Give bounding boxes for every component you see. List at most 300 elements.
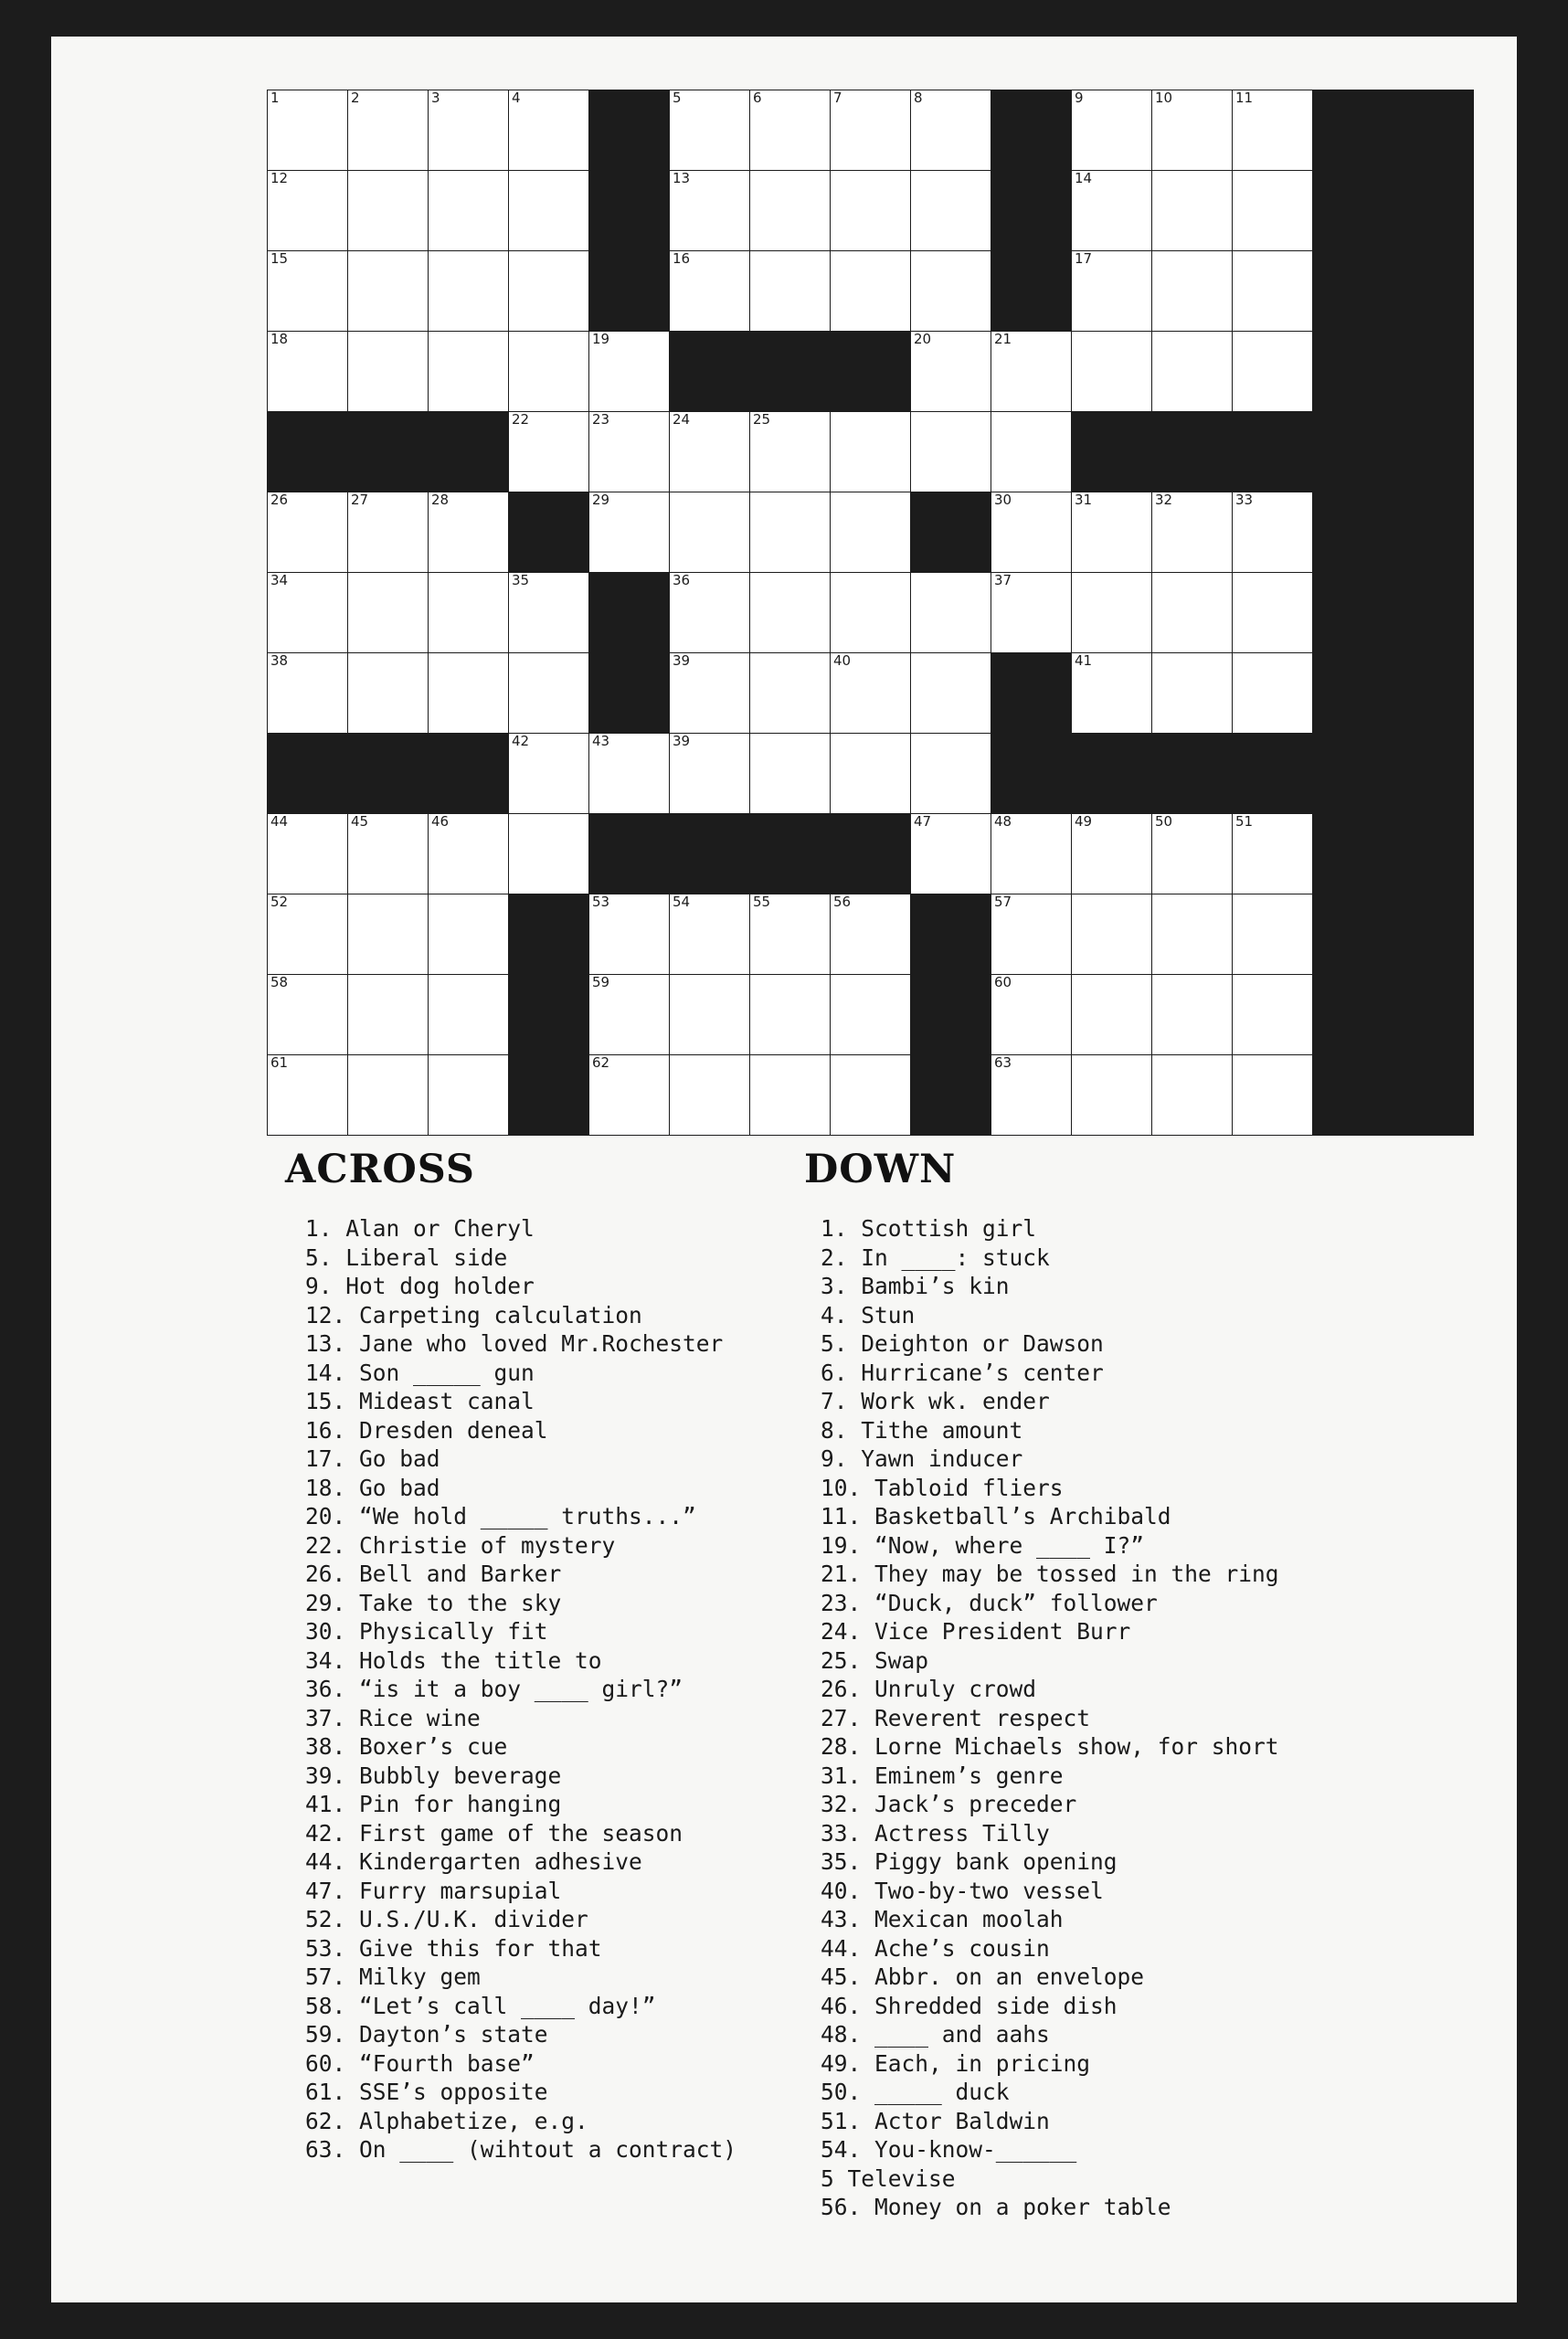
grid-cell[interactable] <box>589 734 670 814</box>
grid-row <box>268 90 1474 171</box>
grid-cell[interactable] <box>750 894 831 975</box>
across-clue-item[interactable]: 53. Give this for that <box>305 1934 602 1962</box>
down-clue-item[interactable]: 45. Abbr. on an envelope <box>821 1963 1145 1990</box>
grid-cell[interactable] <box>348 653 429 734</box>
grid-cell[interactable] <box>1152 894 1233 975</box>
down-clue-item[interactable]: 11. Basketball’s Archibald <box>821 1503 1171 1529</box>
crossword-grid[interactable] <box>267 90 1474 1136</box>
grid-cell[interactable] <box>750 492 831 573</box>
grid-cell[interactable] <box>911 90 991 171</box>
grid-cell[interactable] <box>1072 492 1152 573</box>
grid-cell[interactable] <box>1152 251 1233 332</box>
grid-cell-number: 13 <box>673 170 691 186</box>
across-clue-item[interactable]: 52. U.S./U.K. divider <box>305 1906 588 1932</box>
down-clue-item[interactable]: 51. Actor Baldwin <box>821 2107 1050 2134</box>
grid-cell-block <box>1313 492 1393 573</box>
across-clue-list <box>285 1214 797 2164</box>
grid-cell-number: 48 <box>994 813 1012 830</box>
grid-cell[interactable] <box>429 573 509 653</box>
grid-cell[interactable] <box>268 573 348 653</box>
grid-cell[interactable] <box>831 1055 911 1136</box>
down-clue-item[interactable]: 27. Reverent respect <box>821 1704 1091 1731</box>
grid-cell[interactable] <box>991 1055 1072 1136</box>
grid-cell[interactable] <box>670 1055 750 1136</box>
grid-cell[interactable] <box>1233 894 1313 975</box>
down-clue-item[interactable]: 31. Eminem’s genre <box>821 1762 1064 1789</box>
grid-cell[interactable] <box>429 251 509 332</box>
grid-cell[interactable] <box>831 251 911 332</box>
grid-cell[interactable] <box>268 492 348 573</box>
down-column <box>782 1147 1330 2222</box>
grid-cell[interactable] <box>1233 90 1313 171</box>
grid-cell[interactable] <box>429 975 509 1055</box>
grid-cell[interactable] <box>1233 1055 1313 1136</box>
grid-cell[interactable] <box>831 90 911 171</box>
grid-cell[interactable] <box>589 412 670 492</box>
grid-cell[interactable] <box>1072 975 1152 1055</box>
down-clue-item[interactable]: 10. Tabloid fliers <box>821 1474 1064 1501</box>
down-clue-item[interactable]: 5. Deighton or Dawson <box>821 1330 1104 1357</box>
across-clue-item[interactable]: 29. Take to the sky <box>305 1589 562 1616</box>
grid-cell-number: 50 <box>1155 813 1173 830</box>
across-clue-item[interactable]: 63. On ____ (wihtout a contract) <box>305 2136 737 2163</box>
grid-cell-number: 8 <box>914 90 923 106</box>
grid-cell[interactable] <box>670 492 750 573</box>
grid-cell[interactable] <box>831 975 911 1055</box>
grid-cell-block <box>589 251 670 332</box>
grid-cell[interactable] <box>348 171 429 251</box>
grid-cell-number: 39 <box>673 652 691 669</box>
grid-cell-block <box>1393 492 1474 573</box>
grid-cell[interactable] <box>750 734 831 814</box>
across-clue-item[interactable]: 41. Pin for hanging <box>305 1791 562 1817</box>
grid-cell[interactable] <box>991 492 1072 573</box>
grid-cell-block <box>1233 412 1313 492</box>
grid-row <box>268 492 1474 573</box>
grid-cell[interactable] <box>429 653 509 734</box>
grid-cell[interactable] <box>1233 975 1313 1055</box>
grid-cell-block <box>1313 734 1393 814</box>
grid-cell[interactable] <box>1152 814 1233 894</box>
grid-cell-block <box>831 332 911 412</box>
across-clue-item[interactable]: 13. Jane who loved Mr.Rochester <box>305 1330 724 1357</box>
grid-cell[interactable] <box>670 412 750 492</box>
across-clue-item[interactable]: 47. Furry marsupial <box>305 1877 562 1904</box>
grid-cell-block <box>1393 332 1474 412</box>
down-clue-item[interactable]: 43. Mexican moolah <box>821 1906 1064 1932</box>
grid-cell-block <box>348 734 429 814</box>
down-clue-item[interactable]: 3. Bambi’s kin <box>821 1273 1010 1299</box>
grid-cell[interactable] <box>509 814 589 894</box>
grid-cell-number: 3 <box>431 90 440 106</box>
grid-cell[interactable] <box>831 573 911 653</box>
grid-cell-number: 47 <box>914 813 932 830</box>
grid-cell[interactable] <box>1152 171 1233 251</box>
grid-cell[interactable] <box>750 653 831 734</box>
grid-cell-block <box>1072 412 1152 492</box>
grid-cell-number: 49 <box>1075 813 1093 830</box>
across-clue-item[interactable]: 14. Son _____ gun <box>305 1359 535 1386</box>
grid-cell-block <box>1313 573 1393 653</box>
grid-cell-number: 14 <box>1075 170 1093 186</box>
grid-cell-block <box>1313 814 1393 894</box>
grid-cell[interactable] <box>589 332 670 412</box>
grid-row <box>268 1055 1474 1136</box>
grid-cell[interactable] <box>348 251 429 332</box>
grid-cell[interactable] <box>268 332 348 412</box>
across-clue-item[interactable]: 22. Christie of mystery <box>305 1531 616 1559</box>
grid-cell-number: 2 <box>351 90 360 106</box>
grid-cell[interactable] <box>348 1055 429 1136</box>
grid-cell[interactable] <box>509 332 589 412</box>
grid-cell-number: 56 <box>833 894 852 910</box>
grid-cell[interactable] <box>1233 171 1313 251</box>
grid-cell[interactable] <box>750 171 831 251</box>
across-clue-item[interactable]: 60. “Fourth base” <box>305 2049 535 2077</box>
grid-cell[interactable] <box>509 251 589 332</box>
grid-cell[interactable] <box>589 894 670 975</box>
grid-cell[interactable] <box>589 1055 670 1136</box>
grid-cell-number: 4 <box>512 90 521 106</box>
grid-cell[interactable] <box>348 332 429 412</box>
grid-cell-number: 6 <box>753 90 762 106</box>
grid-cell[interactable] <box>911 412 991 492</box>
across-clue-item[interactable]: 37. Rice wine <box>305 1704 481 1731</box>
grid-cell[interactable] <box>911 814 991 894</box>
down-clue-item[interactable]: 32. Jack’s preceder <box>821 1791 1077 1817</box>
grid-cell[interactable] <box>670 573 750 653</box>
grid-cell-block <box>1393 653 1474 734</box>
grid-cell-block <box>589 171 670 251</box>
grid-cell[interactable] <box>831 171 911 251</box>
grid-cell-number: 36 <box>673 572 691 588</box>
grid-cell-block <box>429 412 509 492</box>
grid-cell[interactable] <box>348 90 429 171</box>
grid-cell-block <box>1393 171 1474 251</box>
grid-cell-block <box>1313 412 1393 492</box>
grid-cell[interactable] <box>750 90 831 171</box>
grid-cell-block <box>1313 894 1393 975</box>
grid-cell-number: 53 <box>592 894 610 910</box>
grid-cell-block <box>509 1055 589 1136</box>
grid-cell-block <box>509 894 589 975</box>
grid-cell[interactable] <box>911 734 991 814</box>
across-clue-item[interactable]: 44. Kindergarten adhesive <box>305 1848 642 1875</box>
grid-cell[interactable] <box>348 573 429 653</box>
grid-cell-block <box>589 90 670 171</box>
across-clue-item[interactable]: 38. Boxer’s cue <box>305 1733 508 1760</box>
grid-cell[interactable] <box>750 975 831 1055</box>
grid-cell-block <box>1313 90 1393 171</box>
grid-cell-block <box>1072 734 1152 814</box>
grid-cell-block <box>1393 90 1474 171</box>
across-clue-item[interactable]: 26. Bell and Barker <box>305 1561 562 1587</box>
grid-cell[interactable] <box>1152 1055 1233 1136</box>
grid-cell-number: 26 <box>270 492 289 508</box>
grid-cell-block <box>509 975 589 1055</box>
grid-cell[interactable] <box>670 975 750 1055</box>
grid-cell-number: 39 <box>673 733 691 749</box>
grid-cell[interactable] <box>750 1055 831 1136</box>
across-clue-item[interactable]: 16. Dresden deneal <box>305 1416 548 1444</box>
grid-cell-number: 27 <box>351 492 369 508</box>
grid-cell[interactable] <box>589 492 670 573</box>
grid-cell[interactable] <box>589 975 670 1055</box>
down-clue-item[interactable]: 24. Vice President Burr <box>821 1618 1131 1645</box>
grid-cell-block <box>991 653 1072 734</box>
down-clue-item[interactable]: 33. Actress Tilly <box>821 1819 1050 1847</box>
across-heading: ACROSS <box>285 1147 475 1192</box>
grid-cell-number: 41 <box>1075 652 1093 669</box>
grid-cell[interactable] <box>670 653 750 734</box>
down-clue-item[interactable]: 4. Stun <box>821 1301 916 1328</box>
grid-cell-block <box>911 975 991 1055</box>
across-clue-item[interactable]: 62. Alphabetize, e.g. <box>305 2107 588 2134</box>
grid-cell-block <box>429 734 509 814</box>
across-clue-item[interactable]: 59. Dayton’s state <box>305 2021 548 2048</box>
grid-cell[interactable] <box>1233 653 1313 734</box>
grid-cell[interactable] <box>670 171 750 251</box>
grid-cell[interactable] <box>1072 894 1152 975</box>
grid-cell[interactable] <box>268 171 348 251</box>
grid-cell[interactable] <box>509 90 589 171</box>
grid-cell-number: 1 <box>270 90 280 106</box>
down-clue-item[interactable]: 6. Hurricane’s center <box>821 1359 1104 1386</box>
grid-cell-block <box>1393 1055 1474 1136</box>
grid-cell[interactable] <box>1072 573 1152 653</box>
grid-cell[interactable] <box>268 653 348 734</box>
grid-cell-block <box>1313 332 1393 412</box>
grid-cell[interactable] <box>429 1055 509 1136</box>
grid-cell-block <box>831 814 911 894</box>
grid-row <box>268 412 1474 492</box>
across-clue-item[interactable]: 42. First game of the season <box>305 1819 683 1847</box>
grid-cell-number: 25 <box>753 411 771 428</box>
grid-cell[interactable] <box>831 412 911 492</box>
grid-cell[interactable] <box>509 653 589 734</box>
grid-cell[interactable] <box>991 814 1072 894</box>
grid-cell[interactable] <box>911 573 991 653</box>
grid-cell-block <box>1152 412 1233 492</box>
grid-cell-number: 45 <box>351 813 369 830</box>
grid-cell[interactable] <box>348 894 429 975</box>
grid-cell[interactable] <box>1072 653 1152 734</box>
grid-row <box>268 332 1474 412</box>
down-clue-item[interactable]: 5 Televise <box>821 2164 956 2192</box>
down-clue-item[interactable]: 44. Ache’s cousin <box>821 1934 1050 1962</box>
across-clue-item[interactable]: 18. Go bad <box>305 1474 440 1501</box>
grid-cell[interactable] <box>1072 171 1152 251</box>
down-clue-item[interactable]: 46. Shredded side dish <box>821 1992 1118 2019</box>
down-clue-item[interactable]: 21. They may be tossed in the ring <box>821 1561 1279 1587</box>
grid-cell-number: 29 <box>592 492 610 508</box>
grid-row <box>268 894 1474 975</box>
grid-cell[interactable] <box>991 894 1072 975</box>
grid-cell[interactable] <box>268 90 348 171</box>
grid-cell[interactable] <box>831 653 911 734</box>
grid-cell-number: 37 <box>994 572 1012 588</box>
grid-cell-block <box>911 1055 991 1136</box>
across-clue-item[interactable]: 9. Hot dog holder <box>305 1273 535 1299</box>
grid-cell-number: 22 <box>512 411 530 428</box>
grid-cell-number: 12 <box>270 170 289 186</box>
down-clue-item[interactable]: 9. Yawn inducer <box>821 1445 1023 1472</box>
grid-cell[interactable] <box>991 332 1072 412</box>
grid-cell-number: 34 <box>270 572 289 588</box>
grid-cell[interactable] <box>911 653 991 734</box>
down-clue-item[interactable]: 23. “Duck, duck” follower <box>821 1589 1158 1616</box>
grid-cell-block <box>991 171 1072 251</box>
down-clue-item[interactable]: 40. Two-by-two vessel <box>821 1877 1104 1904</box>
grid-cell[interactable] <box>509 573 589 653</box>
grid-cell[interactable] <box>670 90 750 171</box>
grid-cell[interactable] <box>911 171 991 251</box>
grid-cell[interactable] <box>991 412 1072 492</box>
grid-cell-number: 60 <box>994 974 1012 990</box>
grid-cell[interactable] <box>1072 814 1152 894</box>
down-clue-item[interactable]: 25. Swap <box>821 1646 929 1674</box>
grid-cell[interactable] <box>911 332 991 412</box>
grid-cell-block <box>1233 734 1313 814</box>
grid-cell-block <box>991 251 1072 332</box>
grid-cell[interactable] <box>1152 90 1233 171</box>
grid-cell[interactable] <box>831 894 911 975</box>
across-clue-item[interactable]: 20. “We hold _____ truths...” <box>305 1503 696 1529</box>
grid-cell[interactable] <box>1152 492 1233 573</box>
down-clue-item[interactable]: 7. Work wk. ender <box>821 1388 1050 1414</box>
down-clue-item[interactable]: 35. Piggy bank opening <box>821 1848 1118 1875</box>
grid-cell[interactable] <box>750 412 831 492</box>
down-clue-item[interactable]: 28. Lorne Michaels show, for short <box>821 1733 1279 1760</box>
grid-cell-block <box>1393 975 1474 1055</box>
grid-cell[interactable] <box>991 573 1072 653</box>
crossword-grid-table[interactable] <box>267 90 1474 1136</box>
grid-cell-number: 18 <box>270 331 289 347</box>
grid-cell[interactable] <box>348 975 429 1055</box>
grid-cell[interactable] <box>348 492 429 573</box>
grid-cell-block <box>1313 251 1393 332</box>
grid-cell[interactable] <box>1072 1055 1152 1136</box>
grid-row <box>268 251 1474 332</box>
down-clue-item[interactable]: 19. “Now, where ____ I?” <box>821 1531 1145 1559</box>
across-clue-item[interactable]: 58. “Let’s call ____ day!” <box>305 1992 656 2019</box>
grid-cell[interactable] <box>1233 251 1313 332</box>
grid-cell[interactable] <box>670 251 750 332</box>
grid-cell[interactable] <box>1072 332 1152 412</box>
grid-cell[interactable] <box>1233 492 1313 573</box>
grid-cell-number: 55 <box>753 894 771 910</box>
grid-cell[interactable] <box>1233 814 1313 894</box>
down-clue-item[interactable]: 26. Unruly crowd <box>821 1676 1037 1702</box>
down-clue-item[interactable]: 54. You-know-______ <box>821 2136 1077 2163</box>
grid-cell-number: 10 <box>1155 90 1173 106</box>
across-clue-item[interactable]: 1. Alan or Cheryl <box>305 1215 535 1242</box>
grid-cell[interactable] <box>1233 332 1313 412</box>
grid-cell-block <box>268 734 348 814</box>
across-clue-item[interactable]: 5. Liberal side <box>305 1244 508 1271</box>
grid-cell[interactable] <box>991 975 1072 1055</box>
down-clue-item[interactable]: 1. Scottish girl <box>821 1215 1037 1242</box>
grid-cell[interactable] <box>509 171 589 251</box>
grid-cell[interactable] <box>831 492 911 573</box>
down-clue-item[interactable]: 8. Tithe amount <box>821 1416 1023 1444</box>
grid-cell[interactable] <box>429 332 509 412</box>
grid-cell[interactable] <box>1152 975 1233 1055</box>
grid-cell-number: 17 <box>1075 250 1093 267</box>
grid-cell-number: 20 <box>914 331 932 347</box>
across-clue-item[interactable]: 12. Carpeting calculation <box>305 1301 642 1328</box>
grid-cell-number: 15 <box>270 250 289 267</box>
grid-cell[interactable] <box>509 412 589 492</box>
grid-cell-number: 5 <box>673 90 682 106</box>
grid-cell[interactable] <box>1152 653 1233 734</box>
grid-cell[interactable] <box>268 975 348 1055</box>
across-clue-item[interactable]: 39. Bubbly beverage <box>305 1762 562 1789</box>
grid-cell[interactable] <box>509 734 589 814</box>
across-clue-item[interactable]: 61. SSE’s opposite <box>305 2079 548 2105</box>
puzzle-page <box>51 37 1517 2302</box>
grid-cell[interactable] <box>429 492 509 573</box>
grid-cell[interactable] <box>670 894 750 975</box>
grid-cell-block <box>1393 251 1474 332</box>
grid-cell-block <box>991 734 1072 814</box>
grid-cell[interactable] <box>268 814 348 894</box>
grid-cell-block <box>1393 412 1474 492</box>
grid-cell-number: 30 <box>994 492 1012 508</box>
grid-cell[interactable] <box>1072 251 1152 332</box>
down-clue-item[interactable]: 50. _____ duck <box>821 2079 1010 2105</box>
grid-cell[interactable] <box>911 251 991 332</box>
grid-cell[interactable] <box>429 171 509 251</box>
down-clue-item[interactable]: 49. Each, in pricing <box>821 2049 1091 2077</box>
down-clue-item[interactable]: 2. In ____: stuck <box>821 1244 1050 1271</box>
across-clue-item[interactable]: 30. Physically fit <box>305 1618 548 1645</box>
grid-cell-block <box>1393 573 1474 653</box>
across-clue-item[interactable]: 57. Milky gem <box>305 1963 481 1990</box>
grid-cell[interactable] <box>348 814 429 894</box>
grid-cell-number: 11 <box>1235 90 1254 106</box>
grid-cell[interactable] <box>429 90 509 171</box>
grid-cell[interactable] <box>429 894 509 975</box>
grid-cell-number: 23 <box>592 411 610 428</box>
grid-cell[interactable] <box>1152 573 1233 653</box>
grid-cell[interactable] <box>670 734 750 814</box>
across-clue-item[interactable]: 34. Holds the title to <box>305 1646 602 1674</box>
grid-cell[interactable] <box>831 734 911 814</box>
grid-row <box>268 653 1474 734</box>
grid-cell-number: 33 <box>1235 492 1254 508</box>
across-clue-item[interactable]: 17. Go bad <box>305 1445 440 1472</box>
grid-cell[interactable] <box>750 251 831 332</box>
grid-cell[interactable] <box>750 573 831 653</box>
grid-cell[interactable] <box>1072 90 1152 171</box>
across-column <box>285 1147 797 2164</box>
grid-cell-block <box>1313 653 1393 734</box>
across-clue-item[interactable]: 15. Mideast canal <box>305 1388 535 1414</box>
grid-cell[interactable] <box>429 814 509 894</box>
across-clue-item[interactable]: 36. “is it a boy ____ girl?” <box>305 1676 683 1702</box>
grid-cell[interactable] <box>268 894 348 975</box>
grid-cell-block <box>348 412 429 492</box>
grid-cell[interactable] <box>268 251 348 332</box>
grid-cell-number: 31 <box>1075 492 1093 508</box>
grid-cell[interactable] <box>1152 332 1233 412</box>
grid-cell[interactable] <box>268 1055 348 1136</box>
grid-cell-block <box>1313 975 1393 1055</box>
grid-cell[interactable] <box>1233 573 1313 653</box>
down-clue-item[interactable]: 56. Money on a poker table <box>821 2194 1171 2220</box>
down-clue-item[interactable]: 48. ____ and aahs <box>821 2021 1050 2048</box>
